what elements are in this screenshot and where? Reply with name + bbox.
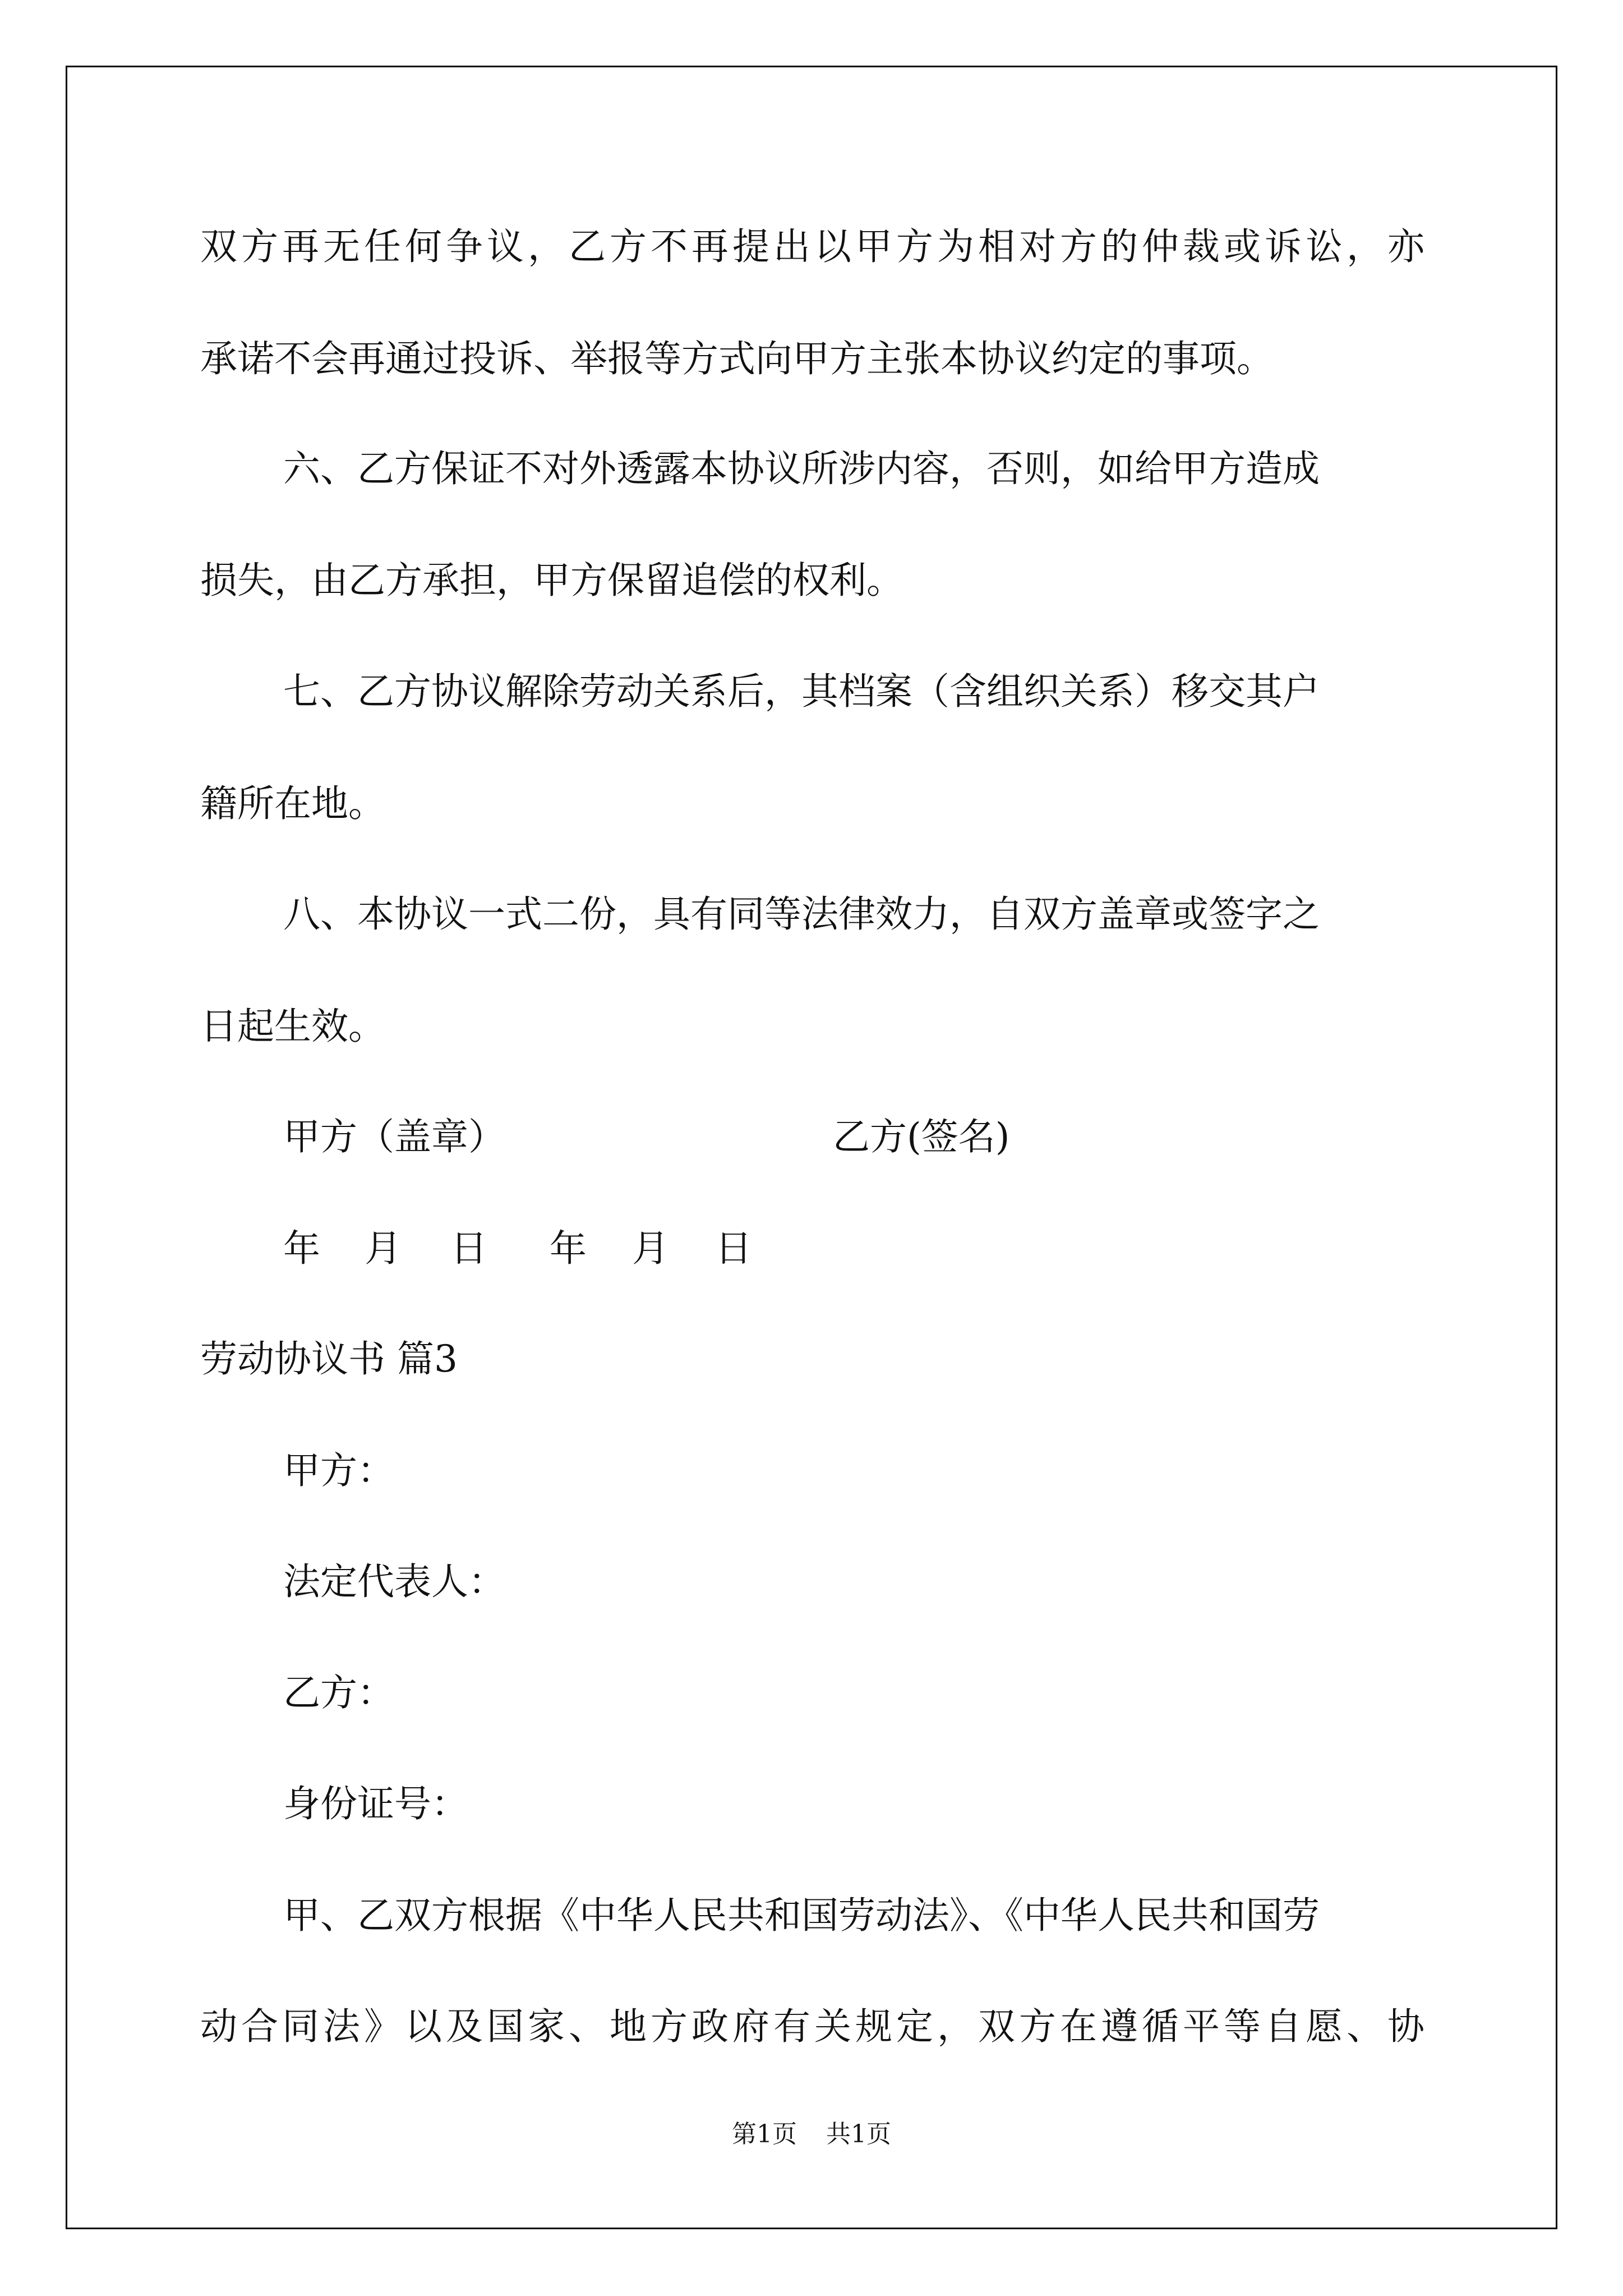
date-year-a: 年: [283, 1227, 320, 1270]
closing-line-1: 甲、乙双方根据《中华人民共和国劳动法》、《中华人民共和国劳: [283, 1894, 1320, 1937]
field-id-number: 身份证号：: [283, 1782, 468, 1825]
clause-six-line-2: 损失，由乙方承担，甲方保留追偿的权利。: [200, 559, 903, 602]
footer-page-total: 共1页: [826, 2120, 891, 2148]
date-month-a: 月: [365, 1227, 402, 1270]
field-legal-rep: 法定代表人：: [283, 1560, 505, 1603]
clause-seven-line-2: 籍所在地。: [200, 782, 385, 825]
clause-six-line-1: 六、乙方保证不对外透露本协议所涉内容，否则，如给甲方造成: [283, 447, 1320, 490]
signature-party-b: 乙方(签名): [833, 1115, 1010, 1158]
body-line-2: 承诺不会再通过投诉、举报等方式向甲方主张本协议约定的事项。: [200, 337, 1274, 380]
clause-seven-line-1: 七、乙方协议解除劳动关系后，其档案（含组织关系）移交其户: [283, 670, 1320, 713]
field-party-a: 甲方：: [283, 1449, 394, 1492]
clause-eight-line-2: 日起生效。: [200, 1005, 385, 1048]
clause-eight-line-1: 八、本协议一式二份，具有同等法律效力，自双方盖章或签字之: [283, 892, 1320, 936]
date-month-b: 月: [632, 1227, 669, 1270]
date-year-b: 年: [550, 1227, 587, 1270]
body-line-1: 双方再无任何争议，乙方不再提出以甲方为相对方的仲裁或诉讼，亦: [200, 225, 1424, 268]
section-heading: 劳动协议书 篇3: [200, 1337, 458, 1381]
date-day-b: 日: [715, 1227, 752, 1270]
page-footer: [0, 2119, 1623, 2150]
closing-line-2: 动合同法》以及国家、地方政府有关规定，双方在遵循平等自愿、协: [200, 2005, 1424, 2048]
signature-party-a: 甲方（盖章）: [283, 1115, 505, 1158]
field-party-b: 乙方：: [283, 1671, 394, 1714]
footer-page-current: 第1页: [732, 2120, 797, 2148]
date-day-a: 日: [450, 1227, 487, 1270]
